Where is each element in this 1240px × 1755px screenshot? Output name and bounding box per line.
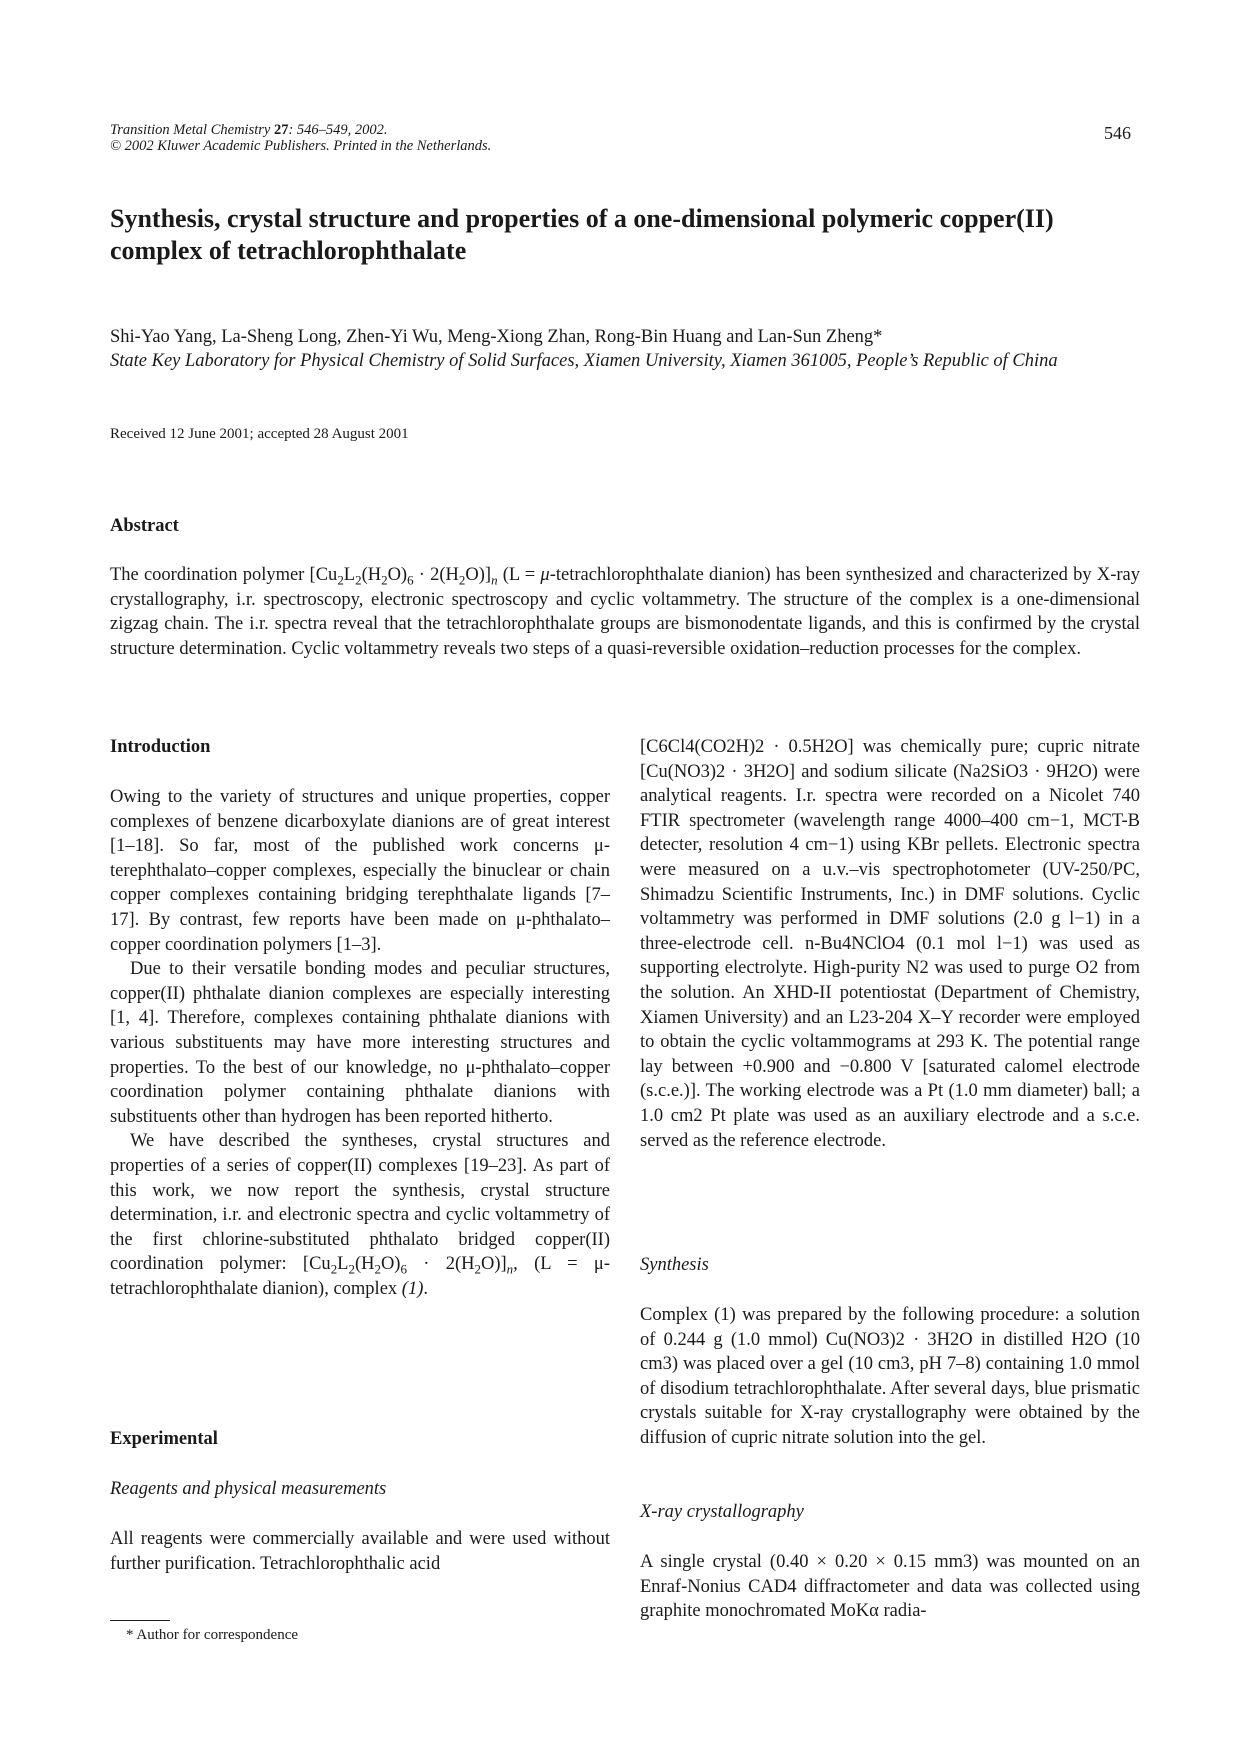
author-list: Shi-Yao Yang, La-Sheng Long, Zhen-Yi Wu, Meng-Xiong Zhan, Rong-Bin Huang and Lan-Sun Zheng* <box>110 327 883 347</box>
reagents-subheading: Reagents and physical measurements <box>110 1479 387 1499</box>
footnote-rule <box>110 1620 170 1621</box>
journal-pages: : 546–549, 2002. <box>288 122 388 138</box>
footnote: * Author for correspondence <box>126 1627 299 1643</box>
synthesis-subheading: Synthesis <box>640 1255 709 1275</box>
received-dates: Received 12 June 2001; accepted 28 August 2001 <box>110 426 409 442</box>
copyright-line: © 2002 Kluwer Academic Publishers. Printed in the Netherlands. <box>110 138 492 154</box>
introduction-heading: Introduction <box>110 737 211 757</box>
intro-paragraph-2: Due to their versatile bonding modes and peculiar structures, copper(II) phthalate dianion complexes are especially interesting [1, 4]. Therefore, complexes containing phthalate dianions with various substituents may have more interesting structures and properties. To the best of our knowledge, no μ-phthalato–copper coordination polymer containing phthalate dianions with substituents other than hydrogen has been reported hitherto. <box>110 959 610 1127</box>
synthesis-paragraph: Complex (1) was prepared by the following procedure: a solution of 0.244 g (1.0 mmol) Cu(NO3)2 · 3H2O in distilled H2O (10 cm3) was placed over a gel (10 cm3, pH 7–8) containing 1.0 mmol of disodium tetrachlorophthalate. After several days, blue prismatic crystals suitable for X-ray crystallography were obtained by the diffusion of cupric nitrate solution into the gel. <box>640 1305 1140 1448</box>
intro-paragraph-3: We have described the syntheses, crystal structures and properties of a series of copper(II) complexes [19–23]. As part of this work, we now report the synthesis, crystal structure determination, i.r. and electronic spectra and cyclic voltammetry of the first chlorine-substituted phthalato bridged copper(II) coordination polymer: $[Cu_2L_2(H_2O)_6 \cdot 2(H_2O)]_n$, (L = μ-tetrachlorophthalate dianion), complex (1). <box>110 1131 611 1299</box>
page-number: 546 <box>1104 123 1131 143</box>
experimental-heading: Experimental <box>110 1429 218 1449</box>
reagents-paragraph: All reagents were commercially available and were used without further purification. Tetrachlorophthalic acid <box>110 1529 610 1574</box>
xray-subheading: X-ray crystallography <box>640 1502 804 1522</box>
introduction-body <box>110 785 610 1301</box>
abstract-text: The coordination polymer $[Cu_2L_2(H_2O)_6 \cdot 2(H_2O)]_n$ (L = μ-tetrachlorophthalate dianion) has been synthesized and characterized by X-ray crystallography, i.r. spectroscopy, electronic spectroscopy and cyclic voltammetry. The structure of the complex is a one-dimensional zigzag chain. The i.r. spectra reveal that the tetrachlorophthalate groups are bismonodentate ligands, and this is confirmed by the crystal structure determination. Cyclic voltammetry reveals two steps of a quasi-reversible oxidation–reduction processes for the complex. <box>110 565 1140 659</box>
affiliation: State Key Laboratory for Physical Chemistry of Solid Surfaces, Xiamen University, Xiamen 361005, People’s Republic of China <box>110 351 1058 371</box>
measurements-paragraph: [C6Cl4(CO2H)2 · 0.5H2O] was chemically pure; cupric nitrate [Cu(NO3)2 · 3H2O] and sodium silicate (Na2SiO3 · 9H2O) were analytical reagents. I.r. spectra were recorded on a Nicolet 740 FTIR spectrometer (wavelength range 4000–400 cm−1, MCT-B detecter, resolution 4 cm−1) using KBr pellets. Electronic spectra were measured on a u.v.–vis spectrophotometer (UV-250/PC, Shimadzu Scientific Instruments, Inc.) in DMF solutions. Cyclic voltammetry was performed in DMF solutions (2.0 g l−1) in a three-electrode cell. n-Bu4NClO4 (0.1 mol l−1) was used as supporting electrolyte. High-purity N2 was used to purge O2 from the solution. An XHD-II potentiostat (Department of Chemistry, Xiamen University) and an L23-204 X–Y recorder were employed to obtain the cyclic voltammograms at 293 K. The potential range lay between +0.900 and −0.800 V [saturated calomel electrode (s.c.e.)]. The working electrode was a Pt (1.0 mm diameter) ball; a 1.0 cm2 Pt plate was used as an auxiliary electrode and a s.c.e. served as the reference electrode. <box>640 737 1140 1151</box>
journal-citation <box>110 122 491 154</box>
xray-paragraph: A single crystal (0.40 × 0.20 × 0.15 mm3) was mounted on an Enraf-Nonius CAD4 diffractometer and data was collected using graphite monochromated MoKα radia- <box>640 1552 1140 1622</box>
journal-volume: 27 <box>273 122 289 138</box>
paper-title: Synthesis, crystal structure and properties of a one-dimensional polymeric copper(II) complex of tetrachlorophthalate <box>110 204 1054 265</box>
abstract-heading: Abstract <box>110 516 179 536</box>
journal-name: Transition Metal Chemistry <box>110 122 271 138</box>
intro-paragraph-1: Owing to the variety of structures and unique properties, copper complexes of benzene dicarboxylate dianions are of great interest [1–18]. So far, most of the published work concerns μ-terephthalato–copper complexes, especially the binuclear or chain copper complexes containing bridging terephthalate ligands [7–17]. By contrast, few reports have been made on μ-phthalato–copper coordination polymers [1–3]. <box>110 787 610 955</box>
